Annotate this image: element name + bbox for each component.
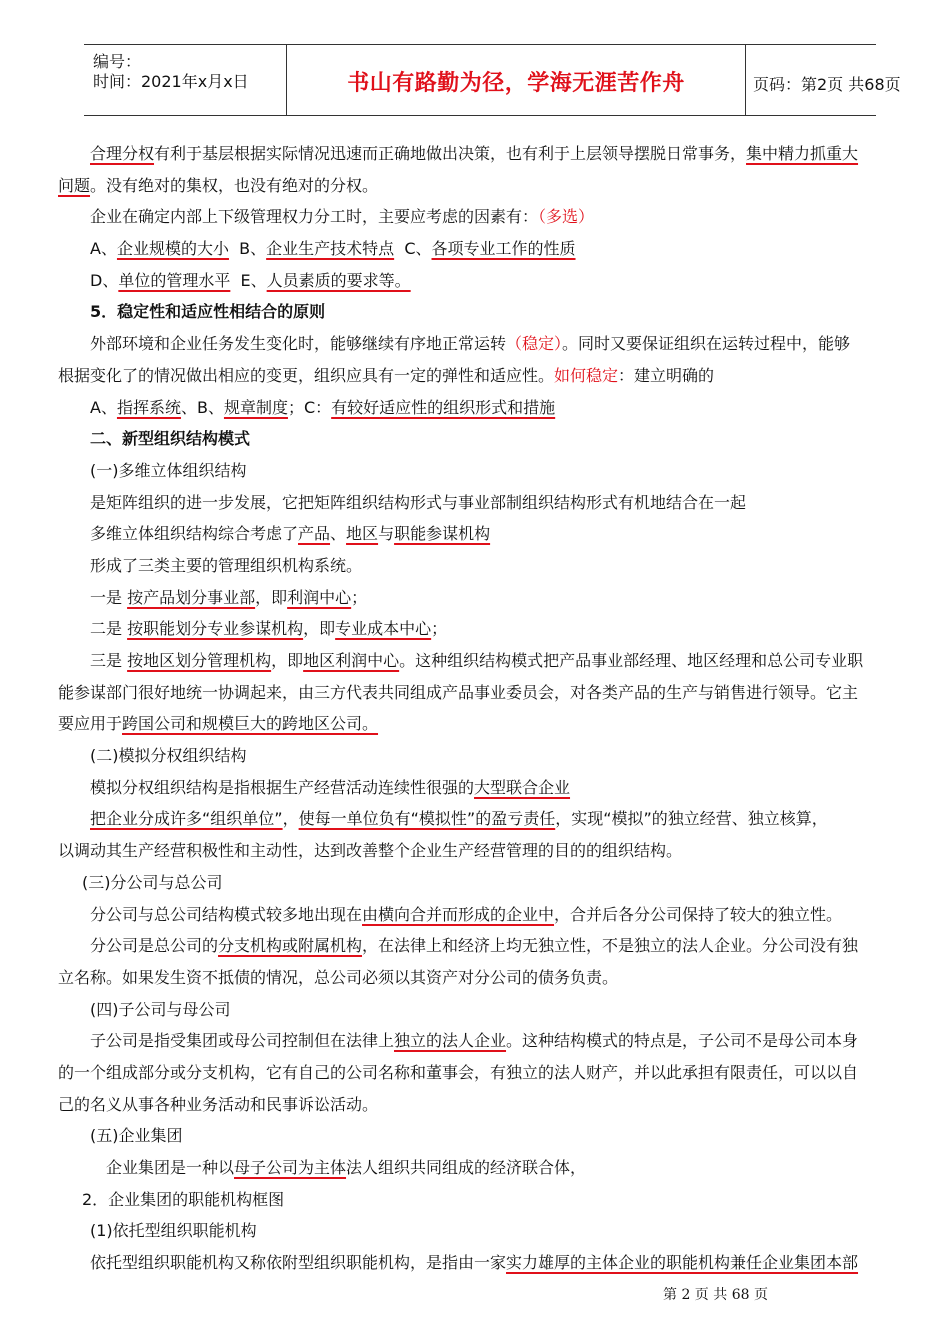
option-line — [58, 233, 908, 265]
document-time-label: 时间：2021年x月x日 — [93, 72, 249, 91]
text-span: 依托型组织职能机构又称依附型组织职能机构，是指由一家 — [90, 1253, 507, 1273]
subsection-heading: 2．企业集团的职能机构框图 — [82, 1189, 285, 1209]
highlight-text: 集中精力抓重大 — [746, 144, 859, 163]
highlight-text: 大型联合企业 — [474, 777, 571, 797]
text-span: ，实现“模拟”的独立经营、独立核算， — [555, 809, 828, 829]
highlight-text: 按产品划分事业部 — [127, 587, 256, 607]
text-span: 子公司是指受集团或母公司控制但在法律上 — [90, 1031, 395, 1051]
highlight-text: 产品 — [298, 524, 331, 544]
subsection-heading: (三)分公司与总公司 — [82, 872, 223, 892]
text-span: ，合并后各分公司保持了较大的独立性。 — [554, 904, 843, 924]
highlight-text: 人员素质的要求等。 — [266, 270, 411, 290]
text-span: 根据变化了的情况做出相应的变更，组织应具有一定的弹性和适应性。 — [58, 365, 555, 385]
text-span: 企业集团是一种以 — [106, 1158, 235, 1177]
highlight-text: 指挥系统 — [116, 397, 181, 417]
paragraph-line — [58, 772, 908, 804]
text-span: ，即 — [255, 587, 288, 607]
highlight-text: 按地区划分管理机构 — [127, 651, 272, 670]
highlight-text: 按职能划分专业参谋机构 — [127, 619, 304, 639]
text-span: 模拟分权组织结构是指根据生产经营活动连续性很强的 — [90, 777, 475, 797]
highlight-text: 把企业分成许多“组织单位” — [90, 809, 283, 829]
text-span: 。没有绝对的集权，也没有绝对的分权。 — [90, 175, 379, 195]
text-span: 法人组织共同组成的经济联合体， — [346, 1158, 587, 1177]
highlight-text: 地区 — [346, 524, 379, 544]
highlight-text: 由横向合并而形成的企业中 — [362, 904, 555, 924]
header-motto: 书山有路勤为径，学海无涯苦作舟 — [347, 71, 685, 96]
highlight-text: 地区利润中心 — [303, 651, 400, 670]
option-letter: ；C： — [287, 397, 332, 417]
text-span: ； — [431, 619, 448, 639]
highlight-text: 分支机构或附属机构 — [218, 936, 363, 956]
option-letter: E、 — [230, 270, 267, 290]
option-letter: A、 — [90, 397, 117, 417]
paragraph-line — [58, 518, 908, 550]
text-span: 一是 — [90, 587, 128, 607]
highlight-text: 合理分权 — [90, 144, 155, 163]
red-note: （多选） — [538, 207, 595, 227]
text-span: ， — [282, 809, 299, 829]
text-span: 。这种组织结构模式把产品事业部经理、地区经理和总公司专业职 — [399, 651, 864, 670]
highlight-text: 单位的管理水平 — [118, 270, 231, 290]
paragraph-line — [58, 1025, 908, 1057]
paragraph-line — [58, 1247, 908, 1279]
paragraph-line — [58, 328, 908, 360]
option-line — [58, 265, 908, 297]
highlight-text: 母子公司为主体 — [234, 1158, 347, 1177]
header-page-code: 页码：第2页 共68页 — [753, 75, 901, 94]
highlight-text: 企业规模的大小 — [116, 239, 229, 259]
highlight-text: 职能参谋机构 — [394, 524, 491, 544]
highlight-text: 有较好适应性的组织形式和措施 — [331, 397, 556, 417]
header-left-cell — [84, 45, 286, 115]
text-span: ：建立明确的 — [618, 365, 715, 385]
text-span: 二是 — [90, 619, 128, 639]
option-letter: D、 — [90, 270, 119, 290]
paragraph-line: 是矩阵组织的进一步发展，它把矩阵组织结构形式与事业部制组织结构形式有机地结合在一起 — [90, 492, 747, 512]
text-span: 三是 — [90, 651, 128, 670]
paragraph-line — [58, 899, 908, 931]
option-letter: A、 — [90, 239, 117, 259]
paragraph-line: 形成了三类主要的管理组织机构系统。 — [90, 555, 363, 575]
paragraph-line — [58, 613, 908, 645]
section-heading: 5．稳定性和适应性相结合的原则 — [90, 302, 326, 322]
paragraph-line — [58, 201, 908, 233]
text-span: 企业在确定内部上下级管理权力分工时，主要应考虑的因素有： — [90, 207, 539, 227]
paragraph-line — [58, 708, 908, 740]
text-span: 。这种结构模式的特点是，子公司不是母公司本身 — [506, 1031, 859, 1051]
paragraph-line — [58, 170, 908, 202]
paragraph-line — [58, 930, 908, 962]
subsection-heading: (五)企业集团 — [90, 1126, 183, 1146]
text-span: 、 — [330, 524, 347, 544]
highlight-text: 问题 — [58, 175, 91, 195]
highlight-text: 利润中心 — [287, 587, 352, 607]
highlight-text: 专业成本中心 — [335, 619, 432, 639]
paragraph-line: 以调动其生产经营积极性和主动性，达到改善整个企业生产经营管理的目的的组织结构。 — [58, 841, 683, 861]
paragraph-line: 立名称。如果发生资不抵债的情况，总公司必须以其资产对分公司的债务负责。 — [58, 967, 619, 987]
paragraph-line — [58, 138, 908, 170]
paragraph-line: 能参谋部门很好地统一协调起来，由三方代表共同组成产品事业委员会，对各类产品的生产与销售进行领导。它主 — [58, 682, 859, 702]
text-span: ，在法律上和经济上均无独立性，不是独立的法人企业。分公司没有独 — [362, 936, 859, 956]
text-span: ，即 — [271, 651, 304, 670]
paragraph-line: 的一个组成部分或分支机构，它有自己的公司名称和董事会，有独立的法人财产，并以此承担有限责任，可以以自 — [58, 1062, 859, 1082]
paragraph-line — [58, 645, 908, 677]
paragraph-line — [58, 360, 908, 392]
paragraph-line — [58, 582, 908, 614]
text-span: ，即 — [303, 619, 336, 639]
paragraph-line — [58, 1152, 908, 1184]
red-note: 如何稳定 — [554, 365, 619, 385]
option-letter: 、B、 — [180, 397, 224, 417]
option-letter: B、 — [228, 239, 267, 259]
option-line — [58, 392, 908, 424]
text-span: 外部环境和企业任务发生变化时，能够继续有序地正常运转 — [90, 334, 507, 354]
red-note: （稳定） — [506, 334, 563, 354]
header-right-cell — [744, 45, 901, 115]
text-span: 有利于基层根据实际情况迅速而正确地做出决策，也有利于上层领导摆脱日常事务， — [154, 144, 747, 163]
page-footer: 第 2 页 共 68 页 — [663, 1287, 768, 1303]
highlight-text: 企业生产技术特点 — [266, 239, 395, 259]
page-header — [84, 44, 901, 116]
subsection-heading: (1)依托型组织职能机构 — [90, 1221, 257, 1241]
subsection-heading: (二)模拟分权组织结构 — [90, 746, 247, 766]
text-span: 分公司是总公司的 — [90, 936, 219, 956]
header-middle-cell — [286, 45, 746, 115]
subsection-heading: (一)多维立体组织结构 — [90, 460, 247, 480]
highlight-text: 独立的法人企业 — [394, 1031, 507, 1051]
highlight-text: 使每一单位负有“模拟性”的盈亏责任 — [298, 809, 556, 829]
text-span: 要应用于 — [58, 714, 123, 734]
text-span: 与 — [378, 524, 395, 544]
text-span: 。同时又要保证组织在运转过程中，能够 — [562, 334, 851, 354]
text-span: 分公司与总公司结构模式较多地出现在 — [90, 904, 363, 924]
highlight-text: 规章制度 — [223, 397, 288, 417]
text-span: ； — [351, 587, 368, 607]
option-letter: C、 — [394, 239, 432, 259]
highlight-text: 跨国公司和规模巨大的跨地区公司。 — [122, 714, 379, 734]
paragraph-line: 己的名义从事各种业务活动和民事诉讼活动。 — [58, 1094, 379, 1114]
section-heading: 二、新型组织结构模式 — [90, 429, 251, 449]
subsection-heading: (四)子公司与母公司 — [90, 999, 231, 1019]
paragraph-line — [58, 803, 908, 835]
highlight-text: 各项专业工作的性质 — [431, 239, 576, 259]
document-number-label: 编号： — [93, 52, 142, 71]
text-span: 多维立体组织结构综合考虑了 — [90, 524, 299, 544]
document-body — [58, 138, 908, 1279]
highlight-text: 实力雄厚的主体企业的职能机构兼任企业集团本部 — [506, 1253, 859, 1273]
